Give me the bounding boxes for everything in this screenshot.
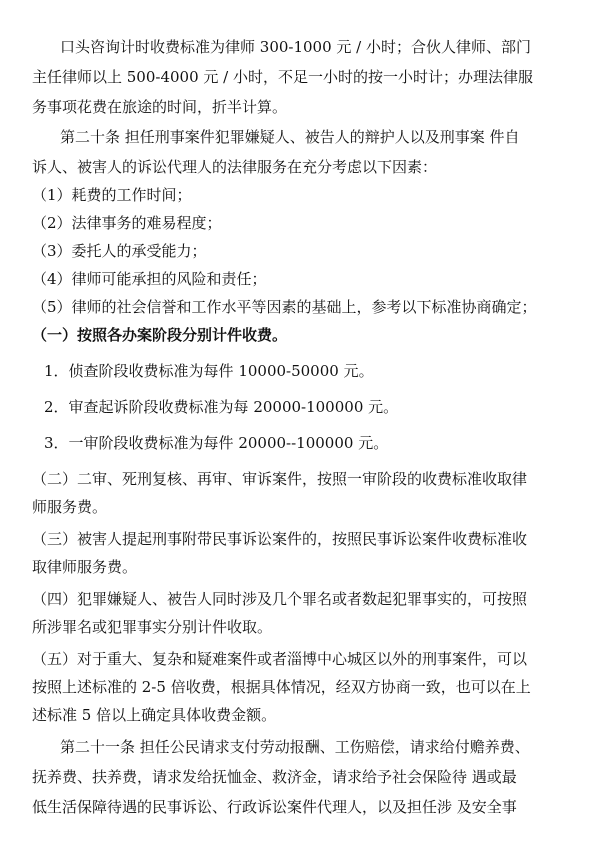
text-line: 主任律师以上 500-4000 元 / 小时，不足一小时的按一小时计；办理法律服 [32, 68, 534, 86]
section-heading: （一）按照各办案阶段分别计件收费。 [32, 326, 288, 344]
list-item: （3）委托人的承受能力； [32, 242, 207, 260]
fee-item: 1．侦查阶段收费标准为每件 10000-50000 元。 [44, 362, 374, 380]
text-line: 低生活保障待遇的民事诉讼、行政诉讼案件代理人，以及担任涉 及安全事 [32, 798, 517, 816]
text-line: 所涉罪名或犯罪事实分别计件收取。 [32, 618, 273, 636]
text-line: （四）犯罪嫌疑人、被告人同时涉及几个罪名或者数起犯罪事实的，可按照 [32, 590, 528, 608]
text-line: 抚养费、扶养费，请求发给抚恤金、救济金，请求给予社会保险待 遇或最 [32, 768, 517, 786]
text-line: 第二十条 担任刑事案件犯罪嫌疑人、被告人的辩护人以及刑事案 件自 [60, 128, 520, 146]
text-line: 按照上述标准的 2-5 倍收费，根据具体情况，经双方协商一致，也可以在上 [32, 678, 531, 696]
list-item: （2）法律事务的难易程度； [32, 214, 222, 232]
text-line: （二）二审、死刑复核、再审、审诉案件，按照一审阶段的收费标准收取律 [32, 470, 528, 488]
text-line: 口头咨询计时收费标准为律师 300-1000 元 / 小时；合伙人律师、部门 [60, 38, 532, 56]
text-line: 述标准 5 倍以上确定具体收费金额。 [32, 706, 277, 724]
text-line: 第二十一条 担任公民请求支付劳动报酬、工伤赔偿，请求给付赡养费、 [60, 738, 530, 756]
text-line: （三）被害人提起刑事附带民事诉讼案件的，按照民事诉讼案件收费标准收 [32, 530, 528, 548]
text-line: 诉人、被害人的诉讼代理人的法律服务在充分考虑以下因素： [32, 158, 438, 176]
list-item: （1）耗费的工作时间； [32, 186, 192, 204]
fee-item: 3．一审阶段收费标准为每件 20000--100000 元。 [44, 434, 389, 452]
list-item: （4）律师可能承担的风险和责任； [32, 270, 267, 288]
text-line: 务事项花费在旅途的时间，折半计算。 [32, 98, 288, 116]
text-line: 师服务费。 [32, 498, 108, 516]
text-line: （五）对于重大、复杂和疑难案件或者淄博中心城区以外的刑事案件，可以 [32, 650, 528, 668]
list-item: （5）律师的社会信誉和工作水平等因素的基础上，参考以下标准协商确定； [32, 298, 537, 316]
fee-item: 2．审查起诉阶段收费标准为每 20000-100000 元。 [44, 398, 399, 416]
text-line: 取律师服务费。 [32, 558, 138, 576]
